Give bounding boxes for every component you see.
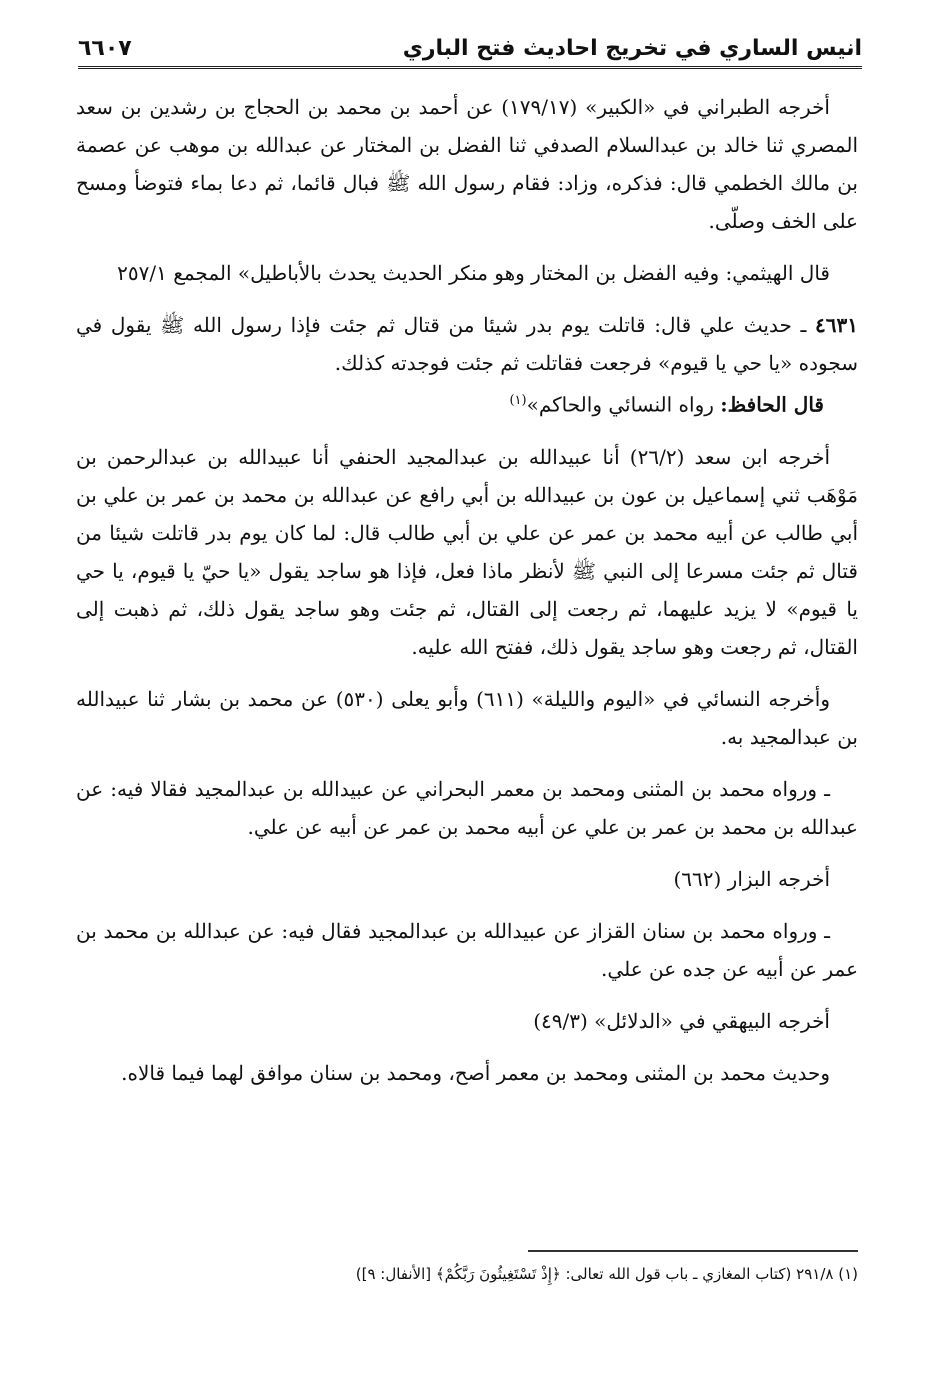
paragraph: وحديث محمد بن المثنى ومحمد بن معمر أصح، ومحمد بن سنان موافق لهما فيما قالاه. (121, 1060, 830, 1085)
hafiz-label: قال الحافظ: (720, 392, 824, 417)
hadith-entry (76, 306, 858, 382)
footnote: (١) ٢٩١/٨ (كتاب المغازي ـ باب قول الله تعالى: ﴿إِذْ تَسْتَغِيثُونَ رَبَّكُمْ﴾ [الأنفال: ٩]) (355, 1265, 858, 1283)
entry-text: ـ حديث علي قال: قاتلت يوم بدر شيئا من قتال ثم جئت فإذا رسول الله ﷺ يقول في سجوده «يا حي يا قيوم» فرجعت فقاتلت ثم جئت فوجدته كذلك. (76, 313, 858, 375)
paragraph: أخرجه البزار (٦٦٢) (673, 866, 830, 891)
footnote-ref: (١) (509, 393, 527, 408)
paragraph: أخرجه ابن سعد (٢٦/٢) أنا عبيدالله بن عبدالمجيد الحنفي أنا عبيدالله بن عبدالرحمن بن مَوْهَب ثني إسماعيل بن عون بن عبيدالله بن أبي رافع عن عبدالله بن محمد بن عمر بن علي بن أبي طالب عن أبيه محمد بن عمر عن علي بن أبي طالب قال: لما كان يوم بدر قاتلت شيئا من قتال ثم جئت مسرعا إلى النبي ﷺ لأنظر ماذا فعل، فإذا هو ساجد يقول «يا حيّ يا قيوم، يا حي يا قيوم» لا يزيد عليهما، ثم رجعت إلى القتال، ثم جئت وهو ساجد يقول ذلك، ثم ذهبت إلى القتال، ثم رجعت وهو ساجد يقول ذلك، ففتح الله عليه. (76, 444, 858, 659)
paragraph: قال الهيثمي: وفيه الفضل بن المختار وهو منكر الحديث يحدث بالأباطيل» المجمع ٢٥٧/١ (117, 261, 830, 285)
footnote-divider (528, 1250, 858, 1252)
paragraph: ـ ورواه محمد بن المثنى ومحمد بن معمر البحراني عن عبيدالله بن عبدالمجيد فقالا فيه: عن عبدالله بن محمد بن عمر بن علي عن أبيه محمد بن عمر عن أبيه عن علي. (76, 776, 858, 839)
paragraph: ـ ورواه محمد بن سنان القزاز عن عبيدالله بن عبدالمجيد فقال فيه: عن عبدالله بن محمد بن عمر عن أبيه عن جده عن علي. (76, 918, 858, 981)
running-title: انيس الساري في تخريج احاديث فتح الباري (402, 35, 862, 61)
hafiz-line (76, 382, 858, 424)
hafiz-text: رواه النسائي والحاكم» (526, 392, 714, 417)
entry-number: ٤٦٣١ (815, 313, 858, 337)
paragraph: أخرجه البيهقي في «الدلائل» (٤٩/٣) (533, 1008, 830, 1033)
page-number: ٦٦٠٧ (78, 35, 132, 61)
paragraph: وأخرجه النسائي في «اليوم والليلة» (٦١١) وأبو يعلى (٥٣٠) عن محمد بن بشار ثنا عبيدالله بن عبدالمجيد به. (76, 686, 858, 749)
paragraph: أخرجه الطبراني في «الكبير» (١٧٩/١٧) عن أحمد بن محمد بن الحجاج بن رشدين بن سعد المصري ثنا خالد بن عبدالسلام الصدفي ثنا الفضل بن المختار عن عبدالله بن موهب عن عصمة بن مالك الخطمي قال: فذكره، وزاد: فقام رسول الله ﷺ فبال قائما، ثم دعا بماء فتوضأ ومسح على الخف وصلّى. (76, 95, 858, 233)
page-header (78, 30, 862, 69)
main-text (76, 88, 858, 1106)
